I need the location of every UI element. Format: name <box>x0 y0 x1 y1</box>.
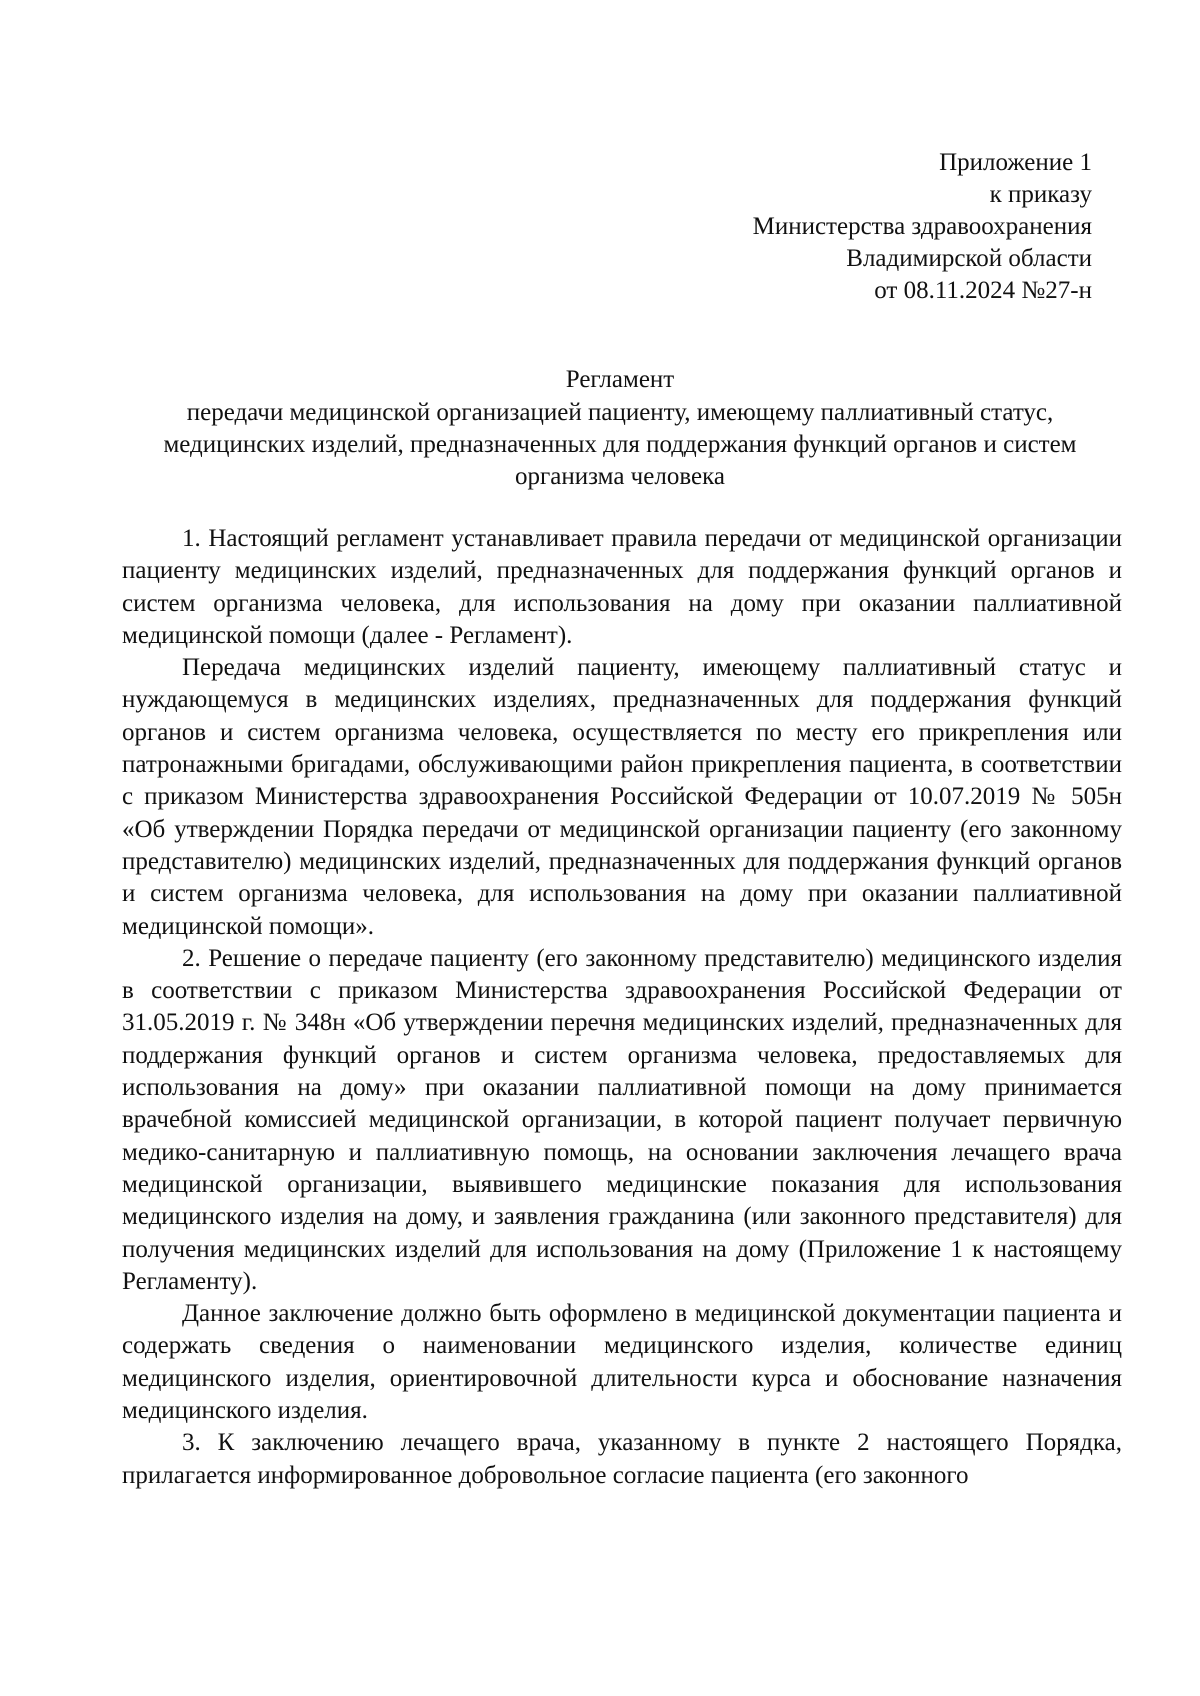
document-subtitle: передачи медицинской организацией пациенту, имеющему паллиативный статус, медицинских изделий, предназначенных для поддержания функций органов и систем организма человека <box>163 399 1077 490</box>
document-title: Регламент <box>565 366 675 393</box>
appendix-region: Владимирской области <box>846 245 1092 272</box>
appendix-ministry: Министерства здравоохранения <box>752 213 1092 240</box>
document-body <box>122 523 1122 1492</box>
appendix-number: Приложение 1 <box>939 149 1092 176</box>
paragraph-5: 3. К заключению лечащего врача, указанному в пункте 2 настоящего Порядка, прилагается информированное добровольное согласие пациента (его законного <box>122 1429 1122 1489</box>
paragraph-3: 2. Решение о передаче пациенту (его законному представителю) медицинского изделия в соответствии с приказом Министерства здравоохранения Российской Федерации от 31.05.2019 г. № 348н «Об утверждении перечня медицинских изделий, предназначенных для поддержания функций органов и систем организма человека, предоставляемых для использования на дому» при оказании паллиативной помощи на дому принимается врачебной комиссией медицинской организации, в которой пациент получает первичную медико-санитарную и паллиативную помощь, на основании заключения лечащего врача медицинской организации, выявившего медицинские показания для использования медицинского изделия на дому, и заявления гражданина (или законного представителя) для получения медицинских изделий для использования на дому (Приложение 1 к настоящему Регламенту). <box>122 944 1122 1295</box>
paragraph-1: 1. Настоящий регламент устанавливает правила передачи от медицинской организации пациенту медицинских изделий, предназначенных для поддержания функций органов и систем организма человека, для использования на дому при оказании паллиативной медицинской помощи (далее - Регламент). <box>122 525 1122 649</box>
paragraph-2: Передача медицинских изделий пациенту, имеющему паллиативный статус и нуждающемуся в медицинских изделиях, предназначенных для поддержания функций органов и систем организма человека, осуществляется по месту его прикрепления или патронажными бригадами, обслуживающими район прикрепления пациента, в соответствии с приказом Министерства здравоохранения Российской Федерации от 10.07.2019 № 505н «Об утверждении Порядка передачи от медицинской организации пациенту (его законному представителю) медицинских изделий, предназначенных для поддержания функций органов и систем организма человека, для использования на дому при оказании паллиативной медицинской помощи». <box>122 654 1122 940</box>
appendix-date-number: от 08.11.2024 №27-н <box>874 277 1092 304</box>
paragraph-4: Данное заключение должно быть оформлено в медицинской документации пациента и содержать сведения о наименовании медицинского изделия, количестве единиц медицинского изделия, ориентировочной длительности курса и обоснование назначения медицинского изделия. <box>122 1300 1122 1425</box>
document-title-block <box>120 364 1120 493</box>
appendix-header <box>753 147 1092 307</box>
appendix-order-ref: к приказу <box>989 181 1092 208</box>
